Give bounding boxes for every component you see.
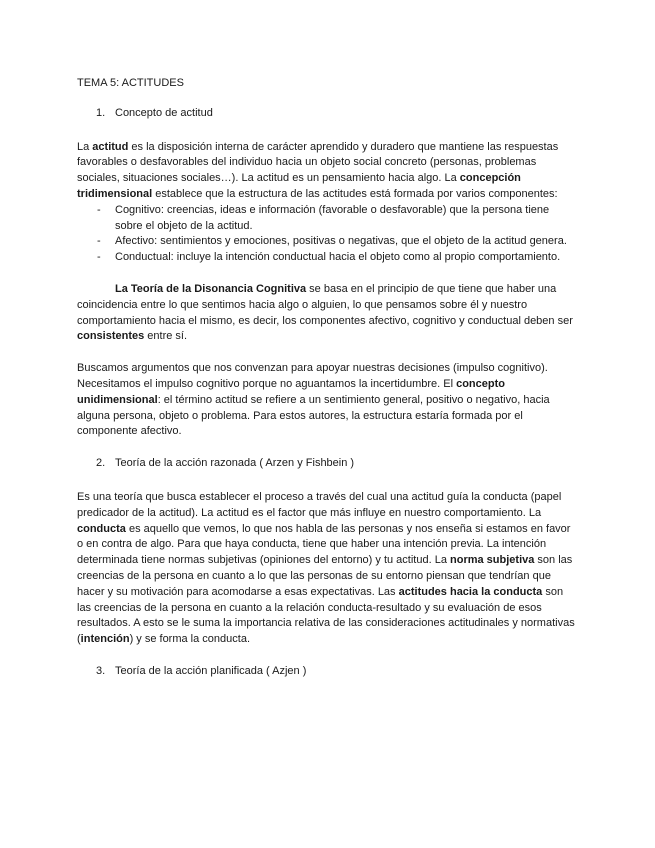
- text-span: ) y se forma la conducta.: [129, 633, 251, 646]
- text-span: La: [77, 140, 93, 153]
- document-title: TEMA 5: ACTITUDES: [77, 77, 184, 89]
- dash-bullet: -: [97, 251, 101, 264]
- components-list: [77, 203, 579, 266]
- paragraph-actitud-definition: [77, 140, 579, 203]
- dash-bullet: -: [97, 235, 101, 248]
- section-title: Teoría de la acción razonada ( Arzen y Fishbein ): [115, 457, 355, 470]
- text-span: son las creencias de la persona en cuanto a la relación conducta-resultado y su evaluación de esos resultados. A esto se le suma la importancia relativa de las consideraciones actitudinales y normativas (: [77, 585, 575, 646]
- section-title: Concepto de actitud: [115, 106, 213, 119]
- bold-term: actitud: [92, 140, 129, 153]
- bold-term: norma subjetiva: [450, 554, 535, 567]
- text-span: se basa en el principio de que tiene que haber una coincidencia entre lo que sentimos hacia algo o alguien, lo que pensamos sobre él y nuestro comportamiento hacia el mismo, es decir, los componentes afectivo, cognitivo y conductual deben ser: [77, 282, 573, 327]
- section-title: Teoría de la acción planificada ( Azjen ): [115, 664, 307, 677]
- text-span: Buscamos argumentos que nos convenzan para apoyar nuestras decisiones (impulso cognitivo). Necesitamos el impulso cognitivo porque no aguantamos la incertidumbre. El: [77, 362, 548, 390]
- section-heading-2: [77, 456, 579, 472]
- list-item: [77, 234, 579, 250]
- text-span: es la disposición interna de carácter aprendido y duradero que mantiene las respuestas favorables o desfavorables del individuo hacia un objeto social concreto (personas, problemas sociales, situaciones sociales…). La actitud es un pensamiento hacia algo. La: [77, 140, 559, 185]
- bold-term: actitudes hacia la conducta: [398, 585, 543, 598]
- list-item: [77, 203, 579, 235]
- bold-term: conducta: [77, 522, 126, 535]
- section-number: 1.: [96, 106, 106, 119]
- list-item: [77, 250, 579, 266]
- bold-term: intención: [80, 633, 130, 646]
- text-span: : el término actitud se refiere a un sentimiento general, positivo o negativo, hacia alguna persona, objeto o problema. Para estos autores, la estructura estaría formada por el componente afectivo.: [77, 393, 550, 438]
- text-span: es aquello que vemos, lo que nos habla de las personas y nos enseña si estamos en favor o en contra de algo. Para que haya conducta, tiene que haber una intención previa. La intención determinada tiene normas subjetivas (opiniones del entorno) y tu actitud. La: [77, 522, 571, 567]
- bold-term: La Teoría de la Disonancia Cognitiva: [115, 282, 307, 295]
- list-item-text: Cognitivo: creencias, ideas e información (favorable o desfavorable) que la persona tiene sobre el objeto de la actitud.: [115, 203, 550, 232]
- bold-term: concepto unidimensional: [77, 377, 505, 406]
- list-item-text: Afectivo: sentimientos y emociones, positivas o negativas, que el objeto de la actitud genera.: [115, 235, 567, 248]
- section-number: 2.: [96, 457, 106, 470]
- paragraph-unidimensional: [77, 361, 579, 440]
- document-body: [77, 76, 579, 680]
- text-span: son las creencias de la persona en cuanto a lo que las personas de su entorno piensan que tendrían que hacer y su motivación para acomodarse a esas expectativas. Las: [77, 554, 573, 598]
- section-heading-3: [77, 664, 579, 680]
- paragraph-accion-razonada: [77, 490, 579, 648]
- list-item-text: Conductual: incluye la intención conductual hacia el objeto como al propio comportamiento.: [115, 251, 561, 264]
- text-span: Es una teoría que busca establecer el proceso a través del cual una actitud guía la conducta (papel predicador de la actitud). La actitud es el factor que más influye en nuestro comportamiento. La: [77, 490, 562, 519]
- text-span: entre sí.: [144, 330, 188, 343]
- section-number: 3.: [96, 664, 106, 677]
- paragraph-disonancia: [77, 282, 579, 345]
- section-heading-1: [77, 106, 579, 122]
- bold-term: consistentes: [77, 330, 145, 343]
- bold-term: concepción tridimensional: [77, 172, 521, 200]
- dash-bullet: -: [97, 203, 101, 216]
- text-span: establece que la estructura de las actitudes está formada por varios componentes:: [152, 187, 558, 200]
